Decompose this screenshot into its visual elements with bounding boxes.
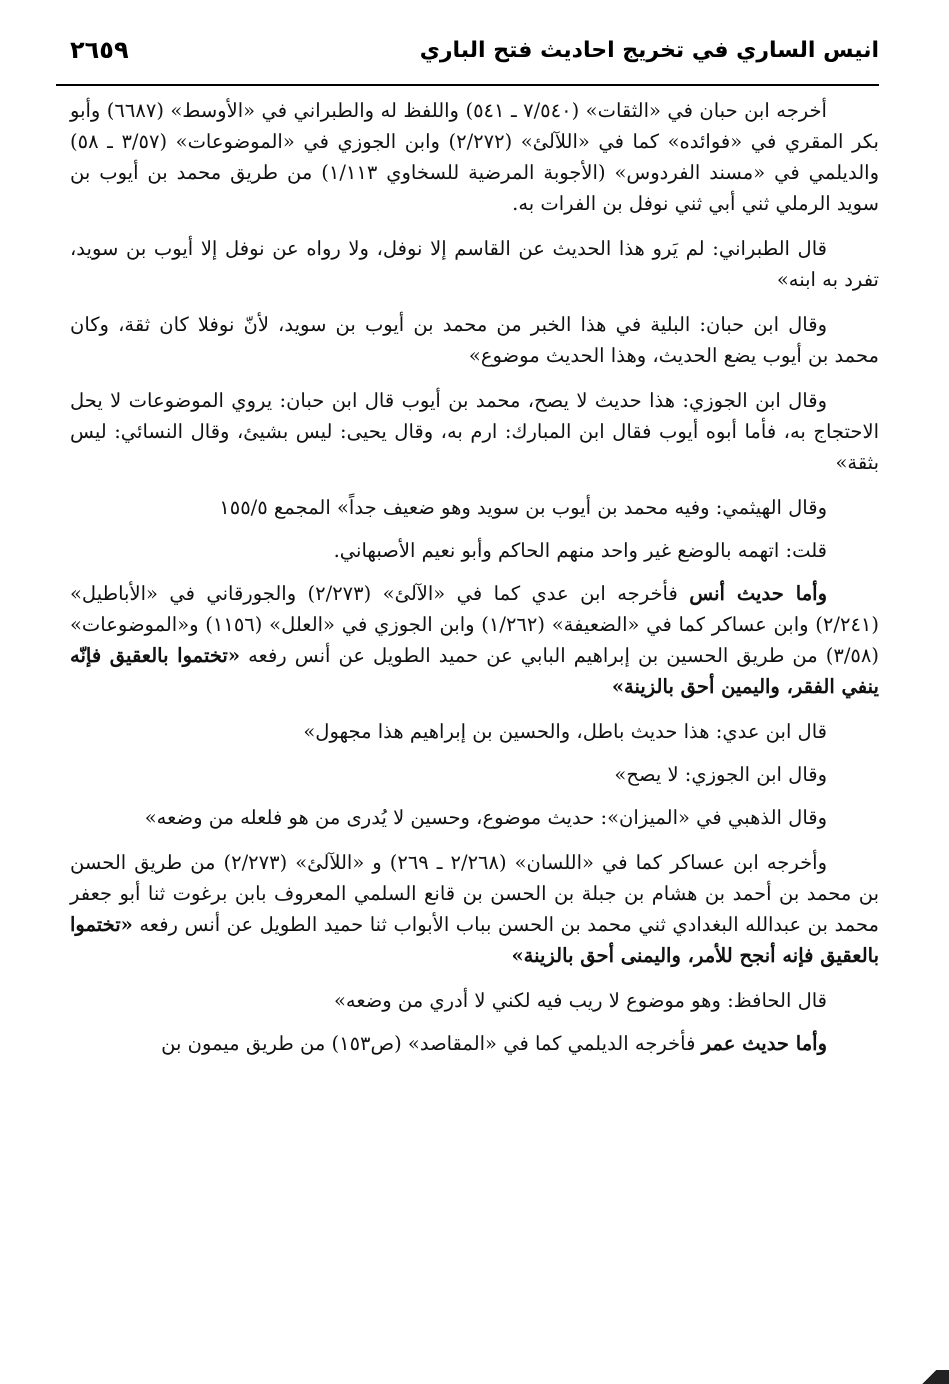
heading-hadith-anas: وأما حديث أنس xyxy=(689,582,827,605)
paragraph-ibn-adi: قال ابن عدي: هذا حديث باطل، والحسين بن إبراهيم هذا مجهول» xyxy=(303,720,827,743)
page-number: ٢٦٥٩ xyxy=(70,36,129,64)
paragraph-tabarani: قال الطبراني: لم يَرو هذا الحديث عن القاسم إلا نوفل، ولا رواه عن نوفل إلا أيوب بن سويد، تفرد به ابنه» xyxy=(70,237,879,291)
anas-text: فأخرجه ابن عدي كما في «الآلئ» (٢/٢٧٣) والجورقاني في «الأباطيل» (٢/٢٤١) وابن عساكر كما في «الضعيفة» (١/٢٦٢) وابن الجوزي في «العلل» (١١٥٦) و«الموضوعات» (٣/٥٨) من طريق الحسين بن إبراهيم البابي عن حميد الطويل عن أنس رفعه xyxy=(70,582,879,667)
paragraph-ibn-al-jawzi: وقال ابن الجوزي: هذا حديث لا يصح، محمد بن أيوب قال ابن حبان: يروي الموضوعات لا يحل الاحتجاج به، فأما أبوه أيوب فقال ابن المبارك: ارم به، وقال يحيى: ليس بشيئ، وقال النسائي: ليس بثقة» xyxy=(70,389,879,474)
paragraph-qultu: قلت: اتهمه بالوضع غير واحد منهم الحاكم وأبو نعيم الأصبهاني. xyxy=(333,539,827,562)
asakir-quote: «تختموا بالعقيق فإنه أنجح للأمر، واليمنى أحق بالزينة» xyxy=(70,913,879,967)
paragraph-ibn-asakir xyxy=(70,847,879,971)
paragraph-hafiz: قال الحافظ: وهو موضوع لا ريب فيه لكني لا أدري من وضعه» xyxy=(333,989,827,1012)
heading-hadith-umar: وأما حديث عمر xyxy=(701,1032,827,1055)
anas-quote: «تختموا بالعقيق فإنّه ينفي الفقر، واليمين أحق بالزينة» xyxy=(70,644,879,698)
paragraph-hadith-umar xyxy=(70,1028,879,1059)
scan-corner-mark xyxy=(909,1370,949,1384)
paragraph-ibn-al-jawzi-2: وقال ابن الجوزي: لا يصح» xyxy=(614,763,827,786)
header-rule xyxy=(56,84,879,86)
page-body xyxy=(70,95,879,1364)
asakir-text: وأخرجه ابن عساكر كما في «اللسان» (٢/٢٦٨ ـ ٢٦٩) و «اللآلئ» (٢/٢٧٣) من طريق الحسن بن محمد بن أحمد بن هشام بن جبلة بن الحسن بن قانع السلمي المعروف بابن برغوت ثنا أبو جعفر محمد بن عبدالله البغدادي ثني محمد بن الحسن بباب الأبواب ثنا حميد الطويل عن أنس رفعه xyxy=(70,851,879,936)
umar-text: فأخرجه الديلمي كما في «المقاصد» (ص١٥٣) من طريق ميمون بن xyxy=(161,1032,702,1055)
book-title: انيس الساري في تخريج احاديث فتح الباري xyxy=(419,38,879,63)
paragraph-takhrij-ibn-hibban: أخرجه ابن حبان في «الثقات» (٧/٥٤٠ ـ ٥٤١) واللفظ له والطبراني في «الأوسط» (٦٦٨٧) وأبو بكر المقري في «فوائده» كما في «اللآلئ» (٢/٢٧٢) وابن الجوزي في «الموضوعات» (٣/٥٧ ـ ٥٨) والديلمي في «مسند الفردوس» (الأجوبة المرضية للسخاوي ١/١١٣) من طريق محمد بن أيوب بن سويد الرملي ثني أبي ثني نوفل بن الفرات به. xyxy=(70,99,880,215)
paragraph-dhahabi: وقال الذهبي في «الميزان»: حديث موضوع، وحسين لا يُدرى من هو فلعله من وضعه» xyxy=(144,806,827,829)
page-header xyxy=(56,32,879,82)
paragraph-haythami: وقال الهيثمي: وفيه محمد بن أيوب بن سويد وهو ضعيف جداً» المجمع ١٥٥/٥ xyxy=(219,496,827,519)
paragraph-ibn-hibban: وقال ابن حبان: البلية في هذا الخبر من محمد بن أيوب بن سويد، لأنّ نوفلا كان ثقة، وكان محمد بن أيوب يضع الحديث، وهذا الحديث موضوع» xyxy=(70,313,879,367)
paragraph-hadith-anas xyxy=(70,578,879,702)
